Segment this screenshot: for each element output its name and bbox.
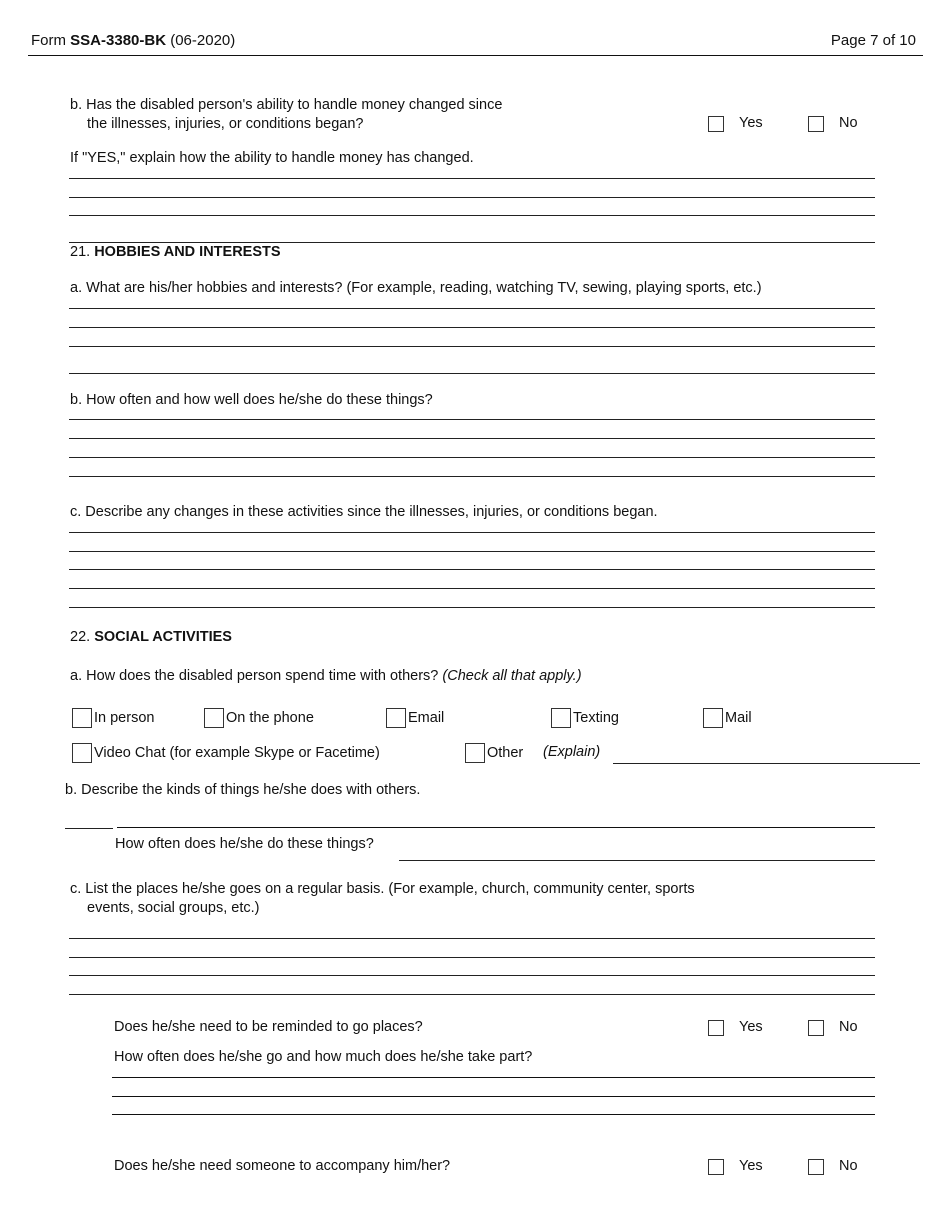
q21a-label: a. What are his/her hobbies and interests? (For example, reading, watching TV, sewing, playing sports, etc.): [70, 280, 762, 296]
q21c-answer-line-1[interactable]: [69, 532, 875, 533]
other-checkbox[interactable]: [465, 743, 485, 763]
on-the-phone-label: On the phone: [226, 710, 314, 726]
q20b-yes-label: Yes: [739, 115, 763, 131]
email-checkbox[interactable]: [386, 708, 406, 728]
q20b-no-checkbox[interactable]: [808, 116, 824, 132]
q22b-answer-line[interactable]: [117, 827, 875, 828]
header-rule: [28, 55, 923, 56]
accompany-yes-checkbox[interactable]: [708, 1159, 724, 1175]
mail-checkbox[interactable]: [703, 708, 723, 728]
video-chat-checkbox[interactable]: [72, 743, 92, 763]
q21c-answer-line-5[interactable]: [69, 607, 875, 608]
form-number: SSA-3380-BK: [70, 32, 167, 49]
q21a-answer-line-2[interactable]: [69, 327, 875, 328]
how-often-answer-line-2[interactable]: [112, 1096, 875, 1097]
q21c-label: c. Describe any changes in these activities since the illnesses, injuries, or conditions began.: [70, 504, 658, 520]
remind-yes-label: Yes: [739, 1019, 763, 1035]
q22a-text: a. How does the disabled person spend time with others?: [70, 668, 443, 684]
q21a-answer-line-3[interactable]: [69, 346, 875, 347]
q20b-answer-line-1[interactable]: [69, 178, 875, 179]
remind-yes-checkbox[interactable]: [708, 1020, 724, 1036]
q20b-line2: the illnesses, injuries, or conditions began?: [87, 116, 364, 132]
q22c-answer-line-3[interactable]: [69, 975, 875, 976]
form-id: [31, 32, 235, 50]
q21b-label: b. How often and how well does he/she do these things?: [70, 392, 433, 408]
q21b-answer-line-1[interactable]: [69, 419, 875, 420]
q21b-answer-line-4[interactable]: [69, 476, 875, 477]
q22b-answer-line-left[interactable]: [65, 828, 113, 829]
q20b-yes-checkbox[interactable]: [708, 116, 724, 132]
in-person-checkbox[interactable]: [72, 708, 92, 728]
q21c-answer-line-2[interactable]: [69, 551, 875, 552]
texting-label: Texting: [573, 710, 619, 726]
remind-no-label: No: [839, 1019, 858, 1035]
section-22-heading: [70, 628, 232, 646]
q20b-answer-line-3[interactable]: [69, 215, 875, 216]
accompany-question: Does he/she need someone to accompany him/her?: [114, 1158, 451, 1174]
on-the-phone-checkbox[interactable]: [204, 708, 224, 728]
q20b-no-label: No: [839, 115, 858, 131]
remind-question: Does he/she need to be reminded to go places?: [114, 1019, 423, 1035]
in-person-label: In person: [94, 710, 155, 726]
email-label: Email: [408, 710, 445, 726]
q22a-note: (Check all that apply.): [442, 668, 582, 684]
q22b-often-line[interactable]: [399, 860, 875, 861]
section-21-number: 21.: [70, 244, 95, 260]
how-often-go-label: How often does he/she go and how much does he/she take part?: [114, 1049, 533, 1065]
section-21-title: HOBBIES AND INTERESTS: [94, 244, 281, 260]
accompany-no-label: No: [839, 1158, 858, 1174]
section-22-title: SOCIAL ACTIVITIES: [94, 629, 232, 645]
q20b-line1: b. Has the disabled person's ability to handle money changed since: [70, 97, 503, 113]
mail-label: Mail: [725, 710, 752, 726]
q22b-label: b. Describe the kinds of things he/she does with others.: [65, 782, 421, 798]
q21c-answer-line-3[interactable]: [69, 569, 875, 570]
q22c-answer-line-4[interactable]: [69, 994, 875, 995]
q22a-label: [70, 667, 582, 685]
accompany-yes-label: Yes: [739, 1158, 763, 1174]
form-date: (06-2020): [166, 32, 236, 49]
section-21-heading: [70, 243, 281, 261]
page-number: Page 7 of 10: [830, 32, 916, 49]
section-22-number: 22.: [70, 629, 95, 645]
q20b-answer-line-2[interactable]: [69, 197, 875, 198]
q21a-answer-line-1[interactable]: [69, 308, 875, 309]
remind-no-checkbox[interactable]: [808, 1020, 824, 1036]
q22c-line2: events, social groups, etc.): [87, 900, 260, 916]
other-explain-line[interactable]: [613, 763, 920, 764]
explain-label: (Explain): [543, 744, 601, 760]
how-often-answer-line-3[interactable]: [112, 1114, 875, 1115]
q21b-answer-line-3[interactable]: [69, 457, 875, 458]
q22b-often-label: How often does he/she do these things?: [115, 836, 374, 852]
q22c-answer-line-1[interactable]: [69, 938, 875, 939]
q21a-answer-line-4[interactable]: [69, 373, 875, 374]
how-often-answer-line-1[interactable]: [112, 1077, 875, 1078]
q20b-explain-label: If "YES," explain how the ability to handle money has changed.: [70, 150, 474, 166]
q21b-answer-line-2[interactable]: [69, 438, 875, 439]
texting-checkbox[interactable]: [551, 708, 571, 728]
form-prefix: Form: [31, 32, 71, 49]
q22c-answer-line-2[interactable]: [69, 957, 875, 958]
q21c-answer-line-4[interactable]: [69, 588, 875, 589]
video-chat-label: Video Chat (for example Skype or Facetime): [94, 745, 380, 761]
accompany-no-checkbox[interactable]: [808, 1159, 824, 1175]
other-label: Other: [487, 745, 524, 761]
q22c-line1: c. List the places he/she goes on a regular basis. (For example, church, community center, sports: [70, 881, 695, 897]
